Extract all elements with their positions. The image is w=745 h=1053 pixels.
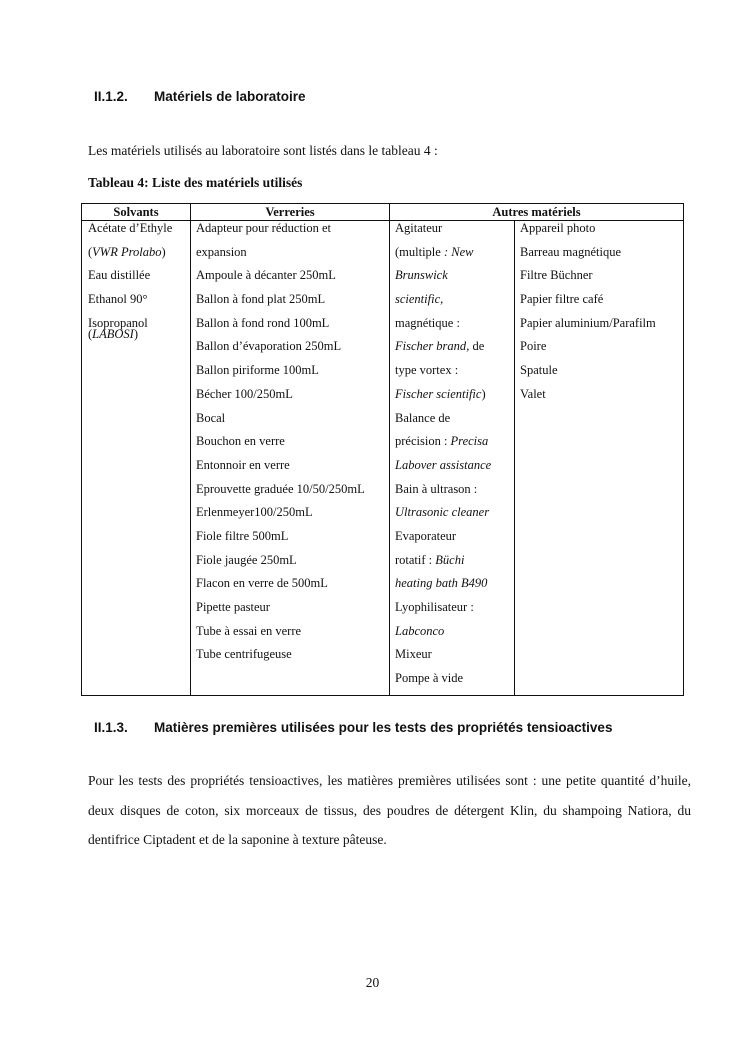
appareil-item (395, 363, 514, 387)
appareil-brand: Brunswick (395, 268, 448, 283)
appareil-item (395, 505, 514, 529)
appareil-text: Agitateur (395, 221, 443, 235)
appareil-item (395, 221, 514, 245)
verrerie-item (196, 600, 389, 624)
verrerie-text: Bécher 100/250mL (196, 386, 293, 401)
verrerie-item (196, 411, 389, 435)
appareil-item (395, 411, 514, 435)
solvant-text: Eau distillée (88, 268, 151, 283)
column-verreries (191, 221, 390, 696)
appareil-item (395, 671, 514, 695)
materiel-item (520, 316, 683, 340)
appareil-item (395, 387, 514, 411)
verrerie-text: Ballon d’évaporation 250mL (196, 339, 342, 354)
verrerie-text: Adapteur pour réduction et (196, 221, 332, 235)
appareil-brand: Precisa (450, 434, 489, 449)
verrerie-text: Erlenmeyer100/250mL (196, 505, 313, 520)
appareil-item (395, 434, 514, 458)
appareil-text: type vortex : (395, 363, 459, 378)
materiel-text: Filtre Büchner (520, 268, 593, 283)
appareil-text: précision : (395, 434, 451, 449)
appareil-text: Pompe à vide (395, 671, 464, 686)
header-autres: Autres matériels (390, 204, 684, 221)
verrerie-item (196, 339, 389, 363)
verrerie-text: Entonnoir en verre (196, 457, 290, 472)
table-caption: Tableau 4: Liste des matériels utilisés (88, 175, 303, 190)
solvant-text: ) (133, 326, 139, 341)
header-solvants: Solvants (82, 204, 191, 221)
appareil-text: , (440, 292, 444, 307)
section-number: II.1.3. (94, 720, 128, 735)
solvant-text: Ethanol 90° (88, 292, 148, 307)
appareil-text: , de (466, 339, 485, 354)
body-paragraph: Pour les tests des propriétés tensioactives, les matières premières utilisées sont : une petite quantité d’huile, deux disques de coton, six morceaux de tissus, des poudres de détergent Klin, du shampoing Natiora, du dentifrice Ciptadent et de la saponine à texture pâteuse. (88, 773, 691, 847)
verrerie-item (196, 387, 389, 411)
appareil-item (395, 647, 514, 671)
materiel-item (520, 268, 683, 292)
solvant-brand: VWR Prolabo (92, 244, 162, 259)
verrerie-text: Ballon à fond rond 100mL (196, 315, 330, 330)
solvant-item (88, 221, 190, 245)
verrerie-text: Bocal (196, 410, 226, 425)
materiel-text: Poire (520, 339, 547, 354)
section-title: Matières premières utilisées pour les tests des propriétés tensioactives (154, 720, 613, 735)
appareil-brand: Labconco (395, 623, 445, 638)
materiel-text: Appareil photo (520, 221, 596, 235)
appareil-brand: scientific (395, 292, 441, 307)
appareil-item (395, 458, 514, 482)
solvant-item (88, 327, 190, 351)
verrerie-item (196, 482, 389, 506)
verrerie-item (196, 221, 389, 245)
appareil-text: Balance de (395, 410, 451, 425)
verrerie-item (196, 553, 389, 577)
table-header-row (82, 204, 684, 221)
verrerie-text: Fiole jaugée 250mL (196, 552, 297, 567)
verrerie-item (196, 529, 389, 553)
solvant-item (88, 268, 190, 292)
appareil-text: Lyophilisateur : (395, 600, 474, 614)
intro-paragraph: Les matériels utilisés au laboratoire sont listés dans le tableau 4 : (88, 143, 438, 158)
verrerie-item (196, 268, 389, 292)
verrerie-text: Fiole filtre 500mL (196, 528, 289, 543)
verrerie-text: Ballon à fond plat 250mL (196, 292, 326, 307)
materiel-item (520, 292, 683, 316)
verrerie-text: Pipette pasteur (196, 600, 270, 614)
appareil-item (395, 339, 514, 363)
appareil-brand: Fischer brand (395, 339, 467, 354)
column-autres-1 (390, 221, 515, 696)
appareil-item (395, 600, 514, 624)
verrerie-item (196, 245, 389, 269)
materiel-text: Papier filtre café (520, 292, 604, 307)
column-solvants (82, 221, 191, 696)
verrerie-text: Eprouvette graduée 10/50/250mL (196, 481, 365, 496)
section-title: Matériels de laboratoire (154, 89, 306, 104)
appareil-text: Mixeur (395, 647, 432, 662)
appareil-item (395, 316, 514, 340)
section-heading-materiels (94, 89, 306, 104)
materiel-text: Valet (520, 386, 546, 401)
appareil-text: Bain à ultrason : (395, 481, 478, 496)
appareil-item (395, 624, 514, 648)
appareil-item (395, 292, 514, 316)
appareil-brand: Fischer scientific (395, 386, 482, 401)
verrerie-text: Ampoule à décanter 250mL (196, 268, 336, 283)
appareil-item (395, 245, 514, 269)
materiel-item (520, 363, 683, 387)
appareil-brand: Ultrasonic cleaner (395, 505, 490, 520)
verrerie-item (196, 576, 389, 600)
appareil-item (395, 482, 514, 506)
verrerie-item (196, 505, 389, 529)
verrerie-item (196, 624, 389, 648)
appareil-item (395, 529, 514, 553)
verrerie-item (196, 292, 389, 316)
materials-table (81, 203, 684, 696)
solvant-item (88, 245, 190, 269)
solvant-text: ( (88, 326, 93, 341)
solvant-text: ) (161, 244, 166, 259)
solvant-text: ( (88, 244, 93, 259)
solvant-text: Isopropanol (88, 315, 148, 330)
section-heading-matieres (94, 720, 612, 735)
materiel-text: Spatule (520, 363, 558, 378)
materiel-item (520, 245, 683, 269)
materiel-item (520, 339, 683, 363)
solvant-brand: LABOSI (92, 326, 134, 341)
appareil-brand: : New (440, 244, 474, 259)
appareil-item (395, 268, 514, 292)
verrerie-text: Ballon piriforme 100mL (196, 363, 319, 378)
appareil-brand: Labover assistance (395, 457, 492, 472)
verrerie-text: expansion (196, 244, 247, 259)
verrerie-item (196, 458, 389, 482)
solvant-item (88, 292, 190, 316)
page-number: 20 (365, 975, 380, 990)
materiel-item (520, 387, 683, 411)
verrerie-text: Tube à essai en verre (196, 623, 302, 638)
section-number: II.1.2. (94, 89, 128, 104)
verrerie-item (196, 316, 389, 340)
materiel-item (520, 221, 683, 245)
appareil-text: ) (481, 386, 486, 401)
appareil-item (395, 553, 514, 577)
materiel-text: Barreau magnétique (520, 244, 621, 259)
appareil-text: rotatif : (395, 552, 436, 567)
verrerie-item (196, 434, 389, 458)
appareil-text: Evaporateur (395, 528, 457, 543)
table-body-row (82, 221, 684, 696)
verrerie-text: Bouchon en verre (196, 434, 285, 449)
header-verreries: Verreries (191, 204, 390, 221)
solvant-text: Acétate d’Ethyle (88, 221, 173, 235)
solvant-item (88, 315, 190, 330)
appareil-text: (multiple (395, 244, 441, 259)
appareil-brand: heating bath B490 (395, 576, 488, 591)
column-autres-2 (515, 221, 684, 696)
verrerie-item (196, 363, 389, 387)
verrerie-item (196, 647, 389, 671)
verrerie-text: Flacon en verre de 500mL (196, 576, 328, 591)
appareil-text: magnétique : (395, 315, 460, 330)
materiel-text: Papier aluminium/Parafilm (520, 315, 656, 330)
verrerie-text: Tube centrifugeuse (196, 647, 292, 662)
appareil-item (395, 576, 514, 600)
appareil-brand: Büchi (435, 552, 465, 567)
